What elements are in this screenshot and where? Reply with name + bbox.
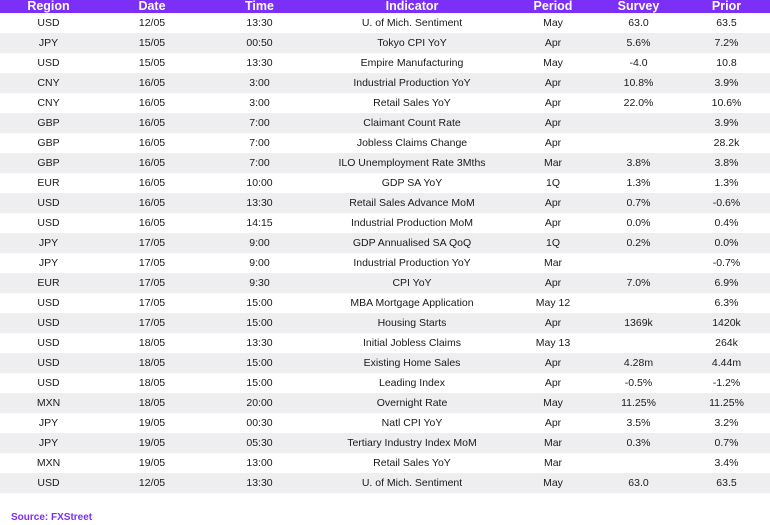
cell-period: Mar	[512, 433, 594, 453]
column-header-prior: Prior	[683, 0, 770, 13]
cell-survey: 3.5%	[626, 417, 651, 429]
cell-time: 00:50	[207, 33, 312, 53]
cell-region: CNY	[37, 97, 60, 109]
cell-indicator: Retail Sales Advance MoM	[312, 193, 512, 213]
cell-date: 18/05	[97, 393, 207, 413]
table-row	[0, 213, 770, 233]
cell-time: 13:30	[246, 17, 273, 29]
cell-survey	[594, 333, 683, 353]
cell-survey: 11.25%	[594, 393, 683, 413]
cell-prior: 4.44m	[683, 353, 770, 373]
cell-region: JPY	[38, 257, 59, 269]
table-row	[0, 433, 770, 453]
cell-survey: 0.0%	[626, 217, 651, 229]
cell-prior: 7.2%	[683, 33, 770, 53]
cell-time: 13:30	[246, 57, 273, 69]
cell-time: 00:30	[246, 417, 273, 429]
source-note: Source: FXStreet	[11, 512, 93, 523]
cell-indicator: Leading Index	[379, 377, 445, 389]
cell-prior: 1420k	[683, 313, 770, 333]
cell-date: 17/05	[97, 273, 207, 293]
table-row	[0, 13, 770, 33]
cell-prior: 3.8%	[683, 153, 770, 173]
cell-date: 12/05	[138, 17, 166, 29]
cell-indicator: Claimant Count Rate	[312, 113, 512, 133]
cell-period: May	[543, 57, 563, 69]
cell-indicator: MBA Mortgage Application	[350, 297, 474, 309]
cell-survey: 5.6%	[594, 33, 683, 53]
cell-period: Apr	[512, 353, 594, 373]
cell-region: MXN	[0, 393, 97, 413]
cell-date: 17/05	[138, 297, 166, 309]
cell-period: May	[543, 17, 563, 29]
cell-region: GBP	[0, 113, 97, 133]
table-row	[0, 413, 770, 433]
cell-prior: 28.2k	[713, 137, 740, 149]
cell-indicator: GDP Annualised SA QoQ	[312, 233, 512, 253]
cell-survey: 22.0%	[623, 97, 654, 109]
table-row	[0, 173, 770, 193]
cell-indicator: Overnight Rate	[312, 393, 512, 413]
cell-period: Mar	[512, 153, 594, 173]
table-row	[0, 33, 770, 53]
cell-region: USD	[37, 57, 60, 69]
cell-prior: 63.5	[683, 473, 770, 493]
cell-survey: 63.0	[628, 17, 649, 29]
cell-survey: 63.0	[594, 473, 683, 493]
cell-prior: 0.4%	[714, 217, 739, 229]
cell-period: Mar	[543, 457, 563, 469]
cell-period: Apr	[544, 97, 562, 109]
cell-time: 20:00	[207, 393, 312, 413]
cell-survey	[594, 293, 683, 313]
cell-period: Apr	[512, 113, 594, 133]
table-row	[0, 273, 770, 293]
table-row	[0, 93, 770, 113]
cell-region: CNY	[0, 73, 97, 93]
cell-prior: 10.8	[716, 57, 737, 69]
cell-indicator: Industrial Production YoY	[353, 257, 471, 269]
cell-prior: 3.4%	[714, 457, 739, 469]
cell-indicator: Tokyo CPI YoY	[312, 33, 512, 53]
column-header-time: Time	[207, 0, 312, 13]
cell-survey: 7.0%	[594, 273, 683, 293]
cell-period: Mar	[543, 257, 563, 269]
cell-prior: -0.7%	[712, 257, 741, 269]
cell-time: 3:00	[249, 97, 270, 109]
cell-indicator: Existing Home Sales	[312, 353, 512, 373]
cell-prior: 6.3%	[714, 297, 739, 309]
cell-date: 17/05	[138, 257, 166, 269]
cell-region: USD	[0, 313, 97, 333]
cell-region: JPY	[0, 433, 97, 453]
cell-date: 16/05	[138, 137, 166, 149]
cell-prior: 264k	[715, 337, 738, 349]
cell-indicator: U. of Mich. Sentiment	[361, 17, 463, 29]
cell-time: 15:00	[246, 297, 273, 309]
cell-indicator: Initial Jobless Claims	[362, 337, 462, 349]
cell-prior: -0.6%	[683, 193, 770, 213]
cell-date: 16/05	[97, 193, 207, 213]
cell-region: EUR	[37, 177, 60, 189]
cell-period: Apr	[512, 33, 594, 53]
cell-prior: 11.25%	[683, 393, 770, 413]
cell-period: Apr	[512, 273, 594, 293]
cell-region: USD	[0, 473, 97, 493]
cell-region: MXN	[36, 457, 61, 469]
cell-prior: 3.9%	[683, 113, 770, 133]
cell-indicator: Jobless Claims Change	[356, 137, 468, 149]
cell-region: USD	[37, 337, 60, 349]
cell-prior: 3.9%	[683, 73, 770, 93]
cell-period: Apr	[512, 193, 594, 213]
table-row	[0, 373, 770, 393]
cell-survey: 1.3%	[626, 177, 651, 189]
cell-region: JPY	[38, 417, 59, 429]
cell-indicator: Housing Starts	[312, 313, 512, 333]
cell-prior: 10.6%	[711, 97, 742, 109]
cell-survey: 4.28m	[594, 353, 683, 373]
cell-time: 13:30	[246, 337, 273, 349]
cell-indicator: Industrial Production YoY	[312, 73, 512, 93]
column-header-date: Date	[97, 0, 207, 13]
table-row	[0, 133, 770, 153]
cell-date: 18/05	[138, 377, 166, 389]
table-row	[0, 353, 770, 373]
cell-date: 19/05	[97, 433, 207, 453]
cell-time: 14:15	[246, 217, 273, 229]
cell-time: 13:00	[246, 457, 273, 469]
cell-period: Apr	[544, 377, 562, 389]
cell-date: 16/05	[97, 73, 207, 93]
table-row	[0, 193, 770, 213]
cell-survey: 1369k	[594, 313, 683, 333]
column-header-period: Period	[512, 0, 594, 13]
cell-time: 05:30	[207, 433, 312, 453]
cell-survey	[594, 253, 683, 273]
cell-time: 3:00	[207, 73, 312, 93]
cell-region: GBP	[0, 153, 97, 173]
cell-region: USD	[0, 353, 97, 373]
cell-period: 1Q	[512, 233, 594, 253]
cell-prior: -1.2%	[712, 377, 741, 389]
table-row	[0, 253, 770, 273]
table-row	[0, 293, 770, 313]
cell-region: USD	[0, 193, 97, 213]
cell-region: EUR	[0, 273, 97, 293]
cell-prior: 6.9%	[683, 273, 770, 293]
cell-time: 9:00	[249, 257, 270, 269]
cell-survey: 3.8%	[594, 153, 683, 173]
cell-period: May 12	[535, 297, 571, 309]
cell-date: 15/05	[97, 33, 207, 53]
cell-prior: 1.3%	[714, 177, 739, 189]
cell-date: 19/05	[138, 457, 166, 469]
cell-region: GBP	[37, 137, 60, 149]
cell-period: Apr	[544, 417, 562, 429]
cell-survey	[594, 453, 683, 473]
cell-survey: -4.0	[629, 57, 648, 69]
cell-region: USD	[37, 17, 60, 29]
cell-period: May	[512, 473, 594, 493]
cell-survey	[594, 133, 683, 153]
cell-time: 9:30	[207, 273, 312, 293]
cell-indicator: Industrial Production MoM	[351, 217, 473, 229]
table-body	[0, 13, 770, 493]
cell-region: JPY	[0, 233, 97, 253]
cell-time: 7:00	[207, 153, 312, 173]
cell-region: USD	[37, 297, 60, 309]
cell-time: 13:30	[207, 193, 312, 213]
cell-region: JPY	[0, 33, 97, 53]
cell-date: 17/05	[97, 233, 207, 253]
cell-indicator: U. of Mich. Sentiment	[312, 473, 512, 493]
cell-time: 7:00	[249, 137, 270, 149]
table-row	[0, 333, 770, 353]
cell-survey	[594, 113, 683, 133]
cell-time: 15:00	[207, 353, 312, 373]
cell-date: 16/05	[97, 113, 207, 133]
column-header-indicator: Indicator	[312, 0, 512, 13]
cell-prior: 63.5	[716, 17, 737, 29]
cell-period: Apr	[512, 73, 594, 93]
table-header-row	[0, 0, 770, 13]
cell-region: USD	[37, 217, 60, 229]
cell-survey: 0.2%	[594, 233, 683, 253]
cell-indicator: Retail Sales YoY	[373, 457, 451, 469]
table-row	[0, 313, 770, 333]
cell-date: 16/05	[97, 153, 207, 173]
cell-prior: 0.0%	[683, 233, 770, 253]
cell-survey: 0.3%	[594, 433, 683, 453]
table-row	[0, 53, 770, 73]
column-header-region: Region	[0, 0, 97, 13]
cell-period: 1Q	[545, 177, 560, 189]
cell-date: 16/05	[138, 97, 166, 109]
cell-indicator: Tertiary Industry Index MoM	[312, 433, 512, 453]
table-row	[0, 453, 770, 473]
cell-period: Apr	[544, 137, 562, 149]
cell-indicator: Natl CPI YoY	[381, 417, 443, 429]
cell-region: USD	[37, 377, 60, 389]
cell-date: 16/05	[138, 217, 166, 229]
table-row	[0, 393, 770, 413]
cell-prior: 3.2%	[714, 417, 739, 429]
column-header-survey: Survey	[594, 0, 683, 13]
cell-time: 13:30	[207, 473, 312, 493]
cell-date: 19/05	[138, 417, 166, 429]
cell-period: Apr	[512, 313, 594, 333]
cell-indicator: GDP SA YoY	[381, 177, 443, 189]
cell-survey: 0.7%	[594, 193, 683, 213]
table-row	[0, 473, 770, 493]
cell-time: 9:00	[207, 233, 312, 253]
cell-survey: 10.8%	[594, 73, 683, 93]
cell-period: Apr	[544, 217, 562, 229]
cell-date: 18/05	[138, 337, 166, 349]
cell-indicator: CPI YoY	[312, 273, 512, 293]
cell-date: 16/05	[138, 177, 166, 189]
cell-time: 10:00	[246, 177, 273, 189]
table-row	[0, 113, 770, 133]
cell-date: 18/05	[97, 353, 207, 373]
cell-time: 15:00	[207, 313, 312, 333]
cell-date: 17/05	[97, 313, 207, 333]
cell-time: 7:00	[207, 113, 312, 133]
cell-period: May 13	[535, 337, 571, 349]
cell-survey: -0.5%	[624, 377, 653, 389]
cell-date: 12/05	[97, 473, 207, 493]
cell-prior: 0.7%	[683, 433, 770, 453]
cell-indicator: Empire Manufacturing	[360, 57, 464, 69]
cell-indicator: Retail Sales YoY	[373, 97, 451, 109]
cell-date: 15/05	[138, 57, 166, 69]
table-row	[0, 73, 770, 93]
table-row	[0, 233, 770, 253]
table-row	[0, 153, 770, 173]
cell-period: May	[512, 393, 594, 413]
cell-time: 15:00	[246, 377, 273, 389]
cell-indicator: ILO Unemployment Rate 3Mths	[312, 153, 512, 173]
